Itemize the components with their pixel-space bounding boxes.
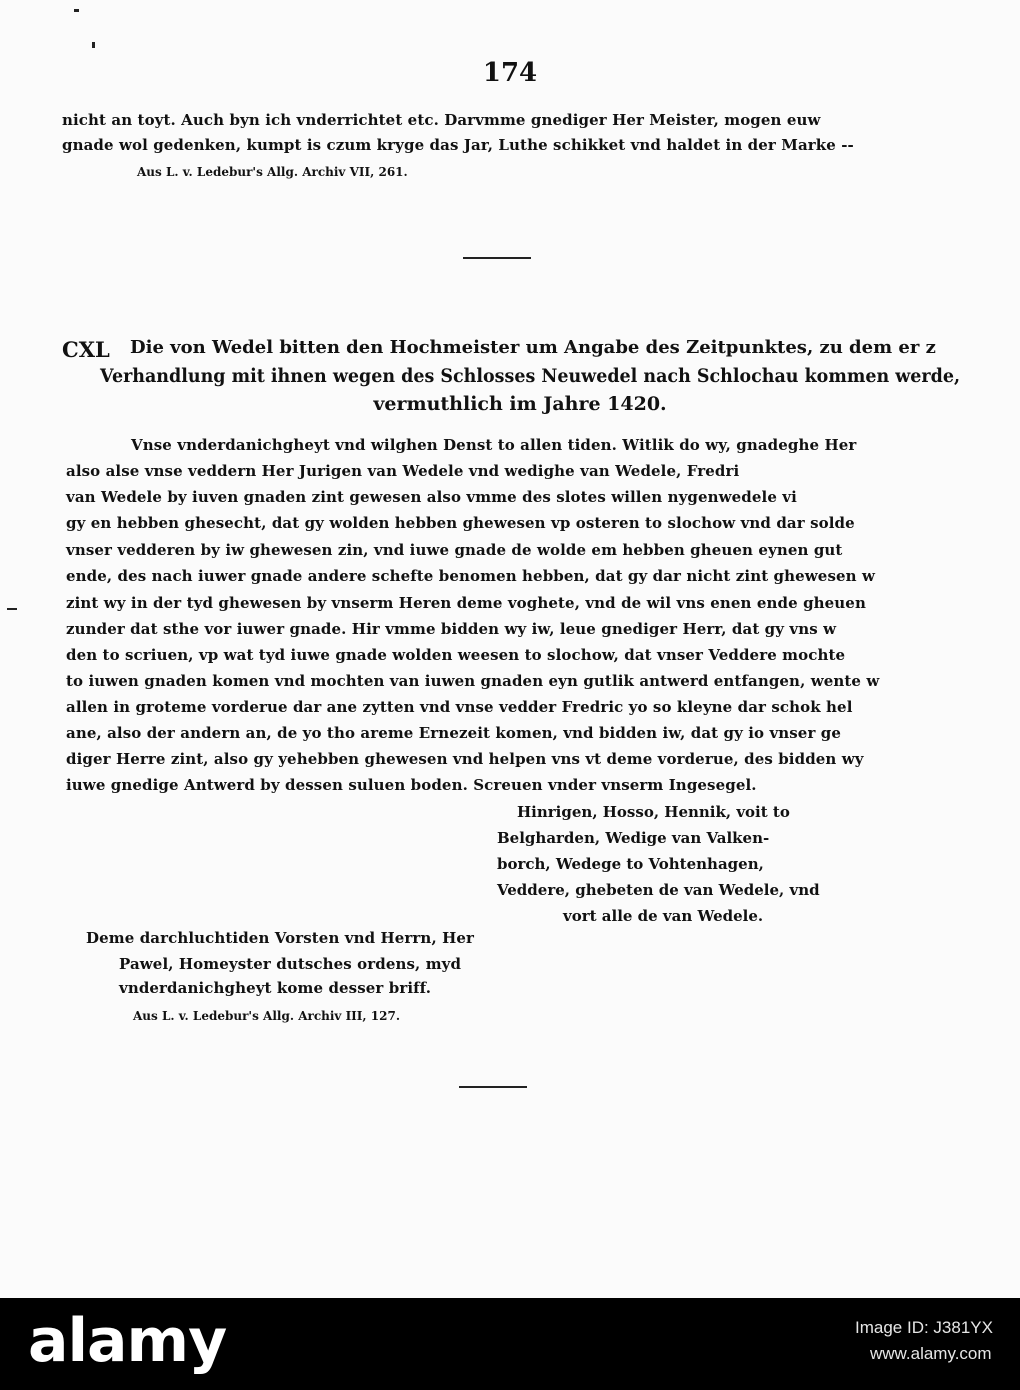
body-line: diger Herre zint, also gy yehebben ghewesen vnd helpen vns vt deme vorderue, des bidden wy bbox=[66, 750, 864, 768]
body-line: van Wedele by iuven gnaden zint gewesen also vmme des slotes willen nygenwedele vi bbox=[66, 488, 797, 506]
end-divider bbox=[459, 1086, 527, 1088]
body-line: zunder dat sthe vor iuwer gnade. Hir vmme bidden wy iw, leue gnediger Herr, dat gy vns w bbox=[66, 620, 837, 638]
signature-line: vort alle de van Wedele. bbox=[563, 907, 764, 925]
body-line: ende, des nach iuwer gnade andere schefte benomen hebben, dat gy dar nicht zint ghewesen w bbox=[66, 567, 875, 585]
section-divider bbox=[463, 257, 531, 259]
body-line: den to scriuen, vp wat tyd iuwe gnade wolden weesen to slochow, dat vnser Veddere mochte bbox=[66, 646, 846, 664]
top-text-line: gnade wol gedenken, kumpt is czum kryge das Jar, Luthe schikket vnd haldet in der Marke -- bbox=[62, 136, 854, 154]
address-line: vnderdanichgheyt kome desser briff. bbox=[119, 979, 432, 997]
signature-line: Belgharden, Wedige van Valken- bbox=[497, 829, 770, 847]
section-title-line: Die von Wedel bitten den Hochmeister um Angabe des Zeitpunktes, zu dem er z bbox=[130, 337, 936, 358]
body-line: gy en hebben ghesecht, dat gy wolden hebben ghewesen vp osteren to slochow vnd dar solde bbox=[66, 514, 855, 532]
body-line: also alse vnse veddern Her Jurigen van Wedele vnd wedighe van Wedele, Fredri bbox=[66, 462, 740, 480]
body-line: to iuwen gnaden komen vnd mochten van iuwen gnaden eyn gutlik antwerd entfangen, wente w bbox=[66, 672, 880, 690]
image-id-label: Image ID: J381YX bbox=[855, 1318, 993, 1337]
scan-speck bbox=[74, 9, 79, 12]
address-line: Deme darchluchtiden Vorsten vnd Herrn, Her bbox=[86, 929, 475, 947]
signature-line: borch, Wedege to Vohtenhagen, bbox=[497, 855, 764, 873]
address-line: Pawel, Homeyster dutsches ordens, myd bbox=[119, 955, 462, 973]
section-number: CXL bbox=[62, 337, 110, 362]
source-citation: Aus L. v. Ledebur's Allg. Archiv VII, 261. bbox=[137, 165, 408, 179]
source-citation: Aus L. v. Ledebur's Allg. Archiv III, 127. bbox=[133, 1009, 400, 1023]
section-title-line: vermuthlich im Jahre 1420. bbox=[373, 393, 667, 415]
section-title-line: Verhandlung mit ihnen wegen des Schlosses Neuwedel nach Schlochau kommen werde, bbox=[100, 365, 961, 387]
scan-speck bbox=[7, 608, 17, 610]
signature-line: Hinrigen, Hosso, Hennik, voit to bbox=[517, 803, 790, 821]
body-line: ane, also der andern an, de yo tho areme Ernezeit komen, vnd bidden iw, dat gy io vnser ge bbox=[66, 724, 842, 742]
body-line: allen in groteme vorderue dar ane zytten vnd vnse vedder Fredric yo so kleyne dar schok hel bbox=[66, 698, 853, 716]
top-text-line: nicht an toyt. Auch byn ich vnderrichtet etc. Darvmme gnediger Her Meister, mogen euw bbox=[62, 111, 821, 129]
site-url: www.alamy.com bbox=[870, 1344, 992, 1363]
body-line: iuwe gnedige Antwerd by dessen suluen boden. Screuen vnder vnserm Ingesegel. bbox=[66, 776, 757, 794]
body-line: vnser vedderen by iw ghewesen zin, vnd iuwe gnade de wolde em hebben gheuen eynen gut bbox=[66, 541, 843, 559]
signature-line: Veddere, ghebeten de van Wedele, vnd bbox=[497, 881, 820, 899]
body-line: Vnse vnderdanichgheyt vnd wilghen Denst to allen tiden. Witlik do wy, gnadeghe Her bbox=[131, 436, 857, 454]
brand-logo: alamy bbox=[28, 1306, 227, 1376]
stock-footer bbox=[0, 1298, 1020, 1390]
page-number: 174 bbox=[482, 58, 538, 88]
body-line: zint wy in der tyd ghewesen by vnserm Heren deme voghete, vnd de wil vns enen ende gheuen bbox=[66, 594, 866, 612]
scan-speck bbox=[92, 42, 95, 48]
